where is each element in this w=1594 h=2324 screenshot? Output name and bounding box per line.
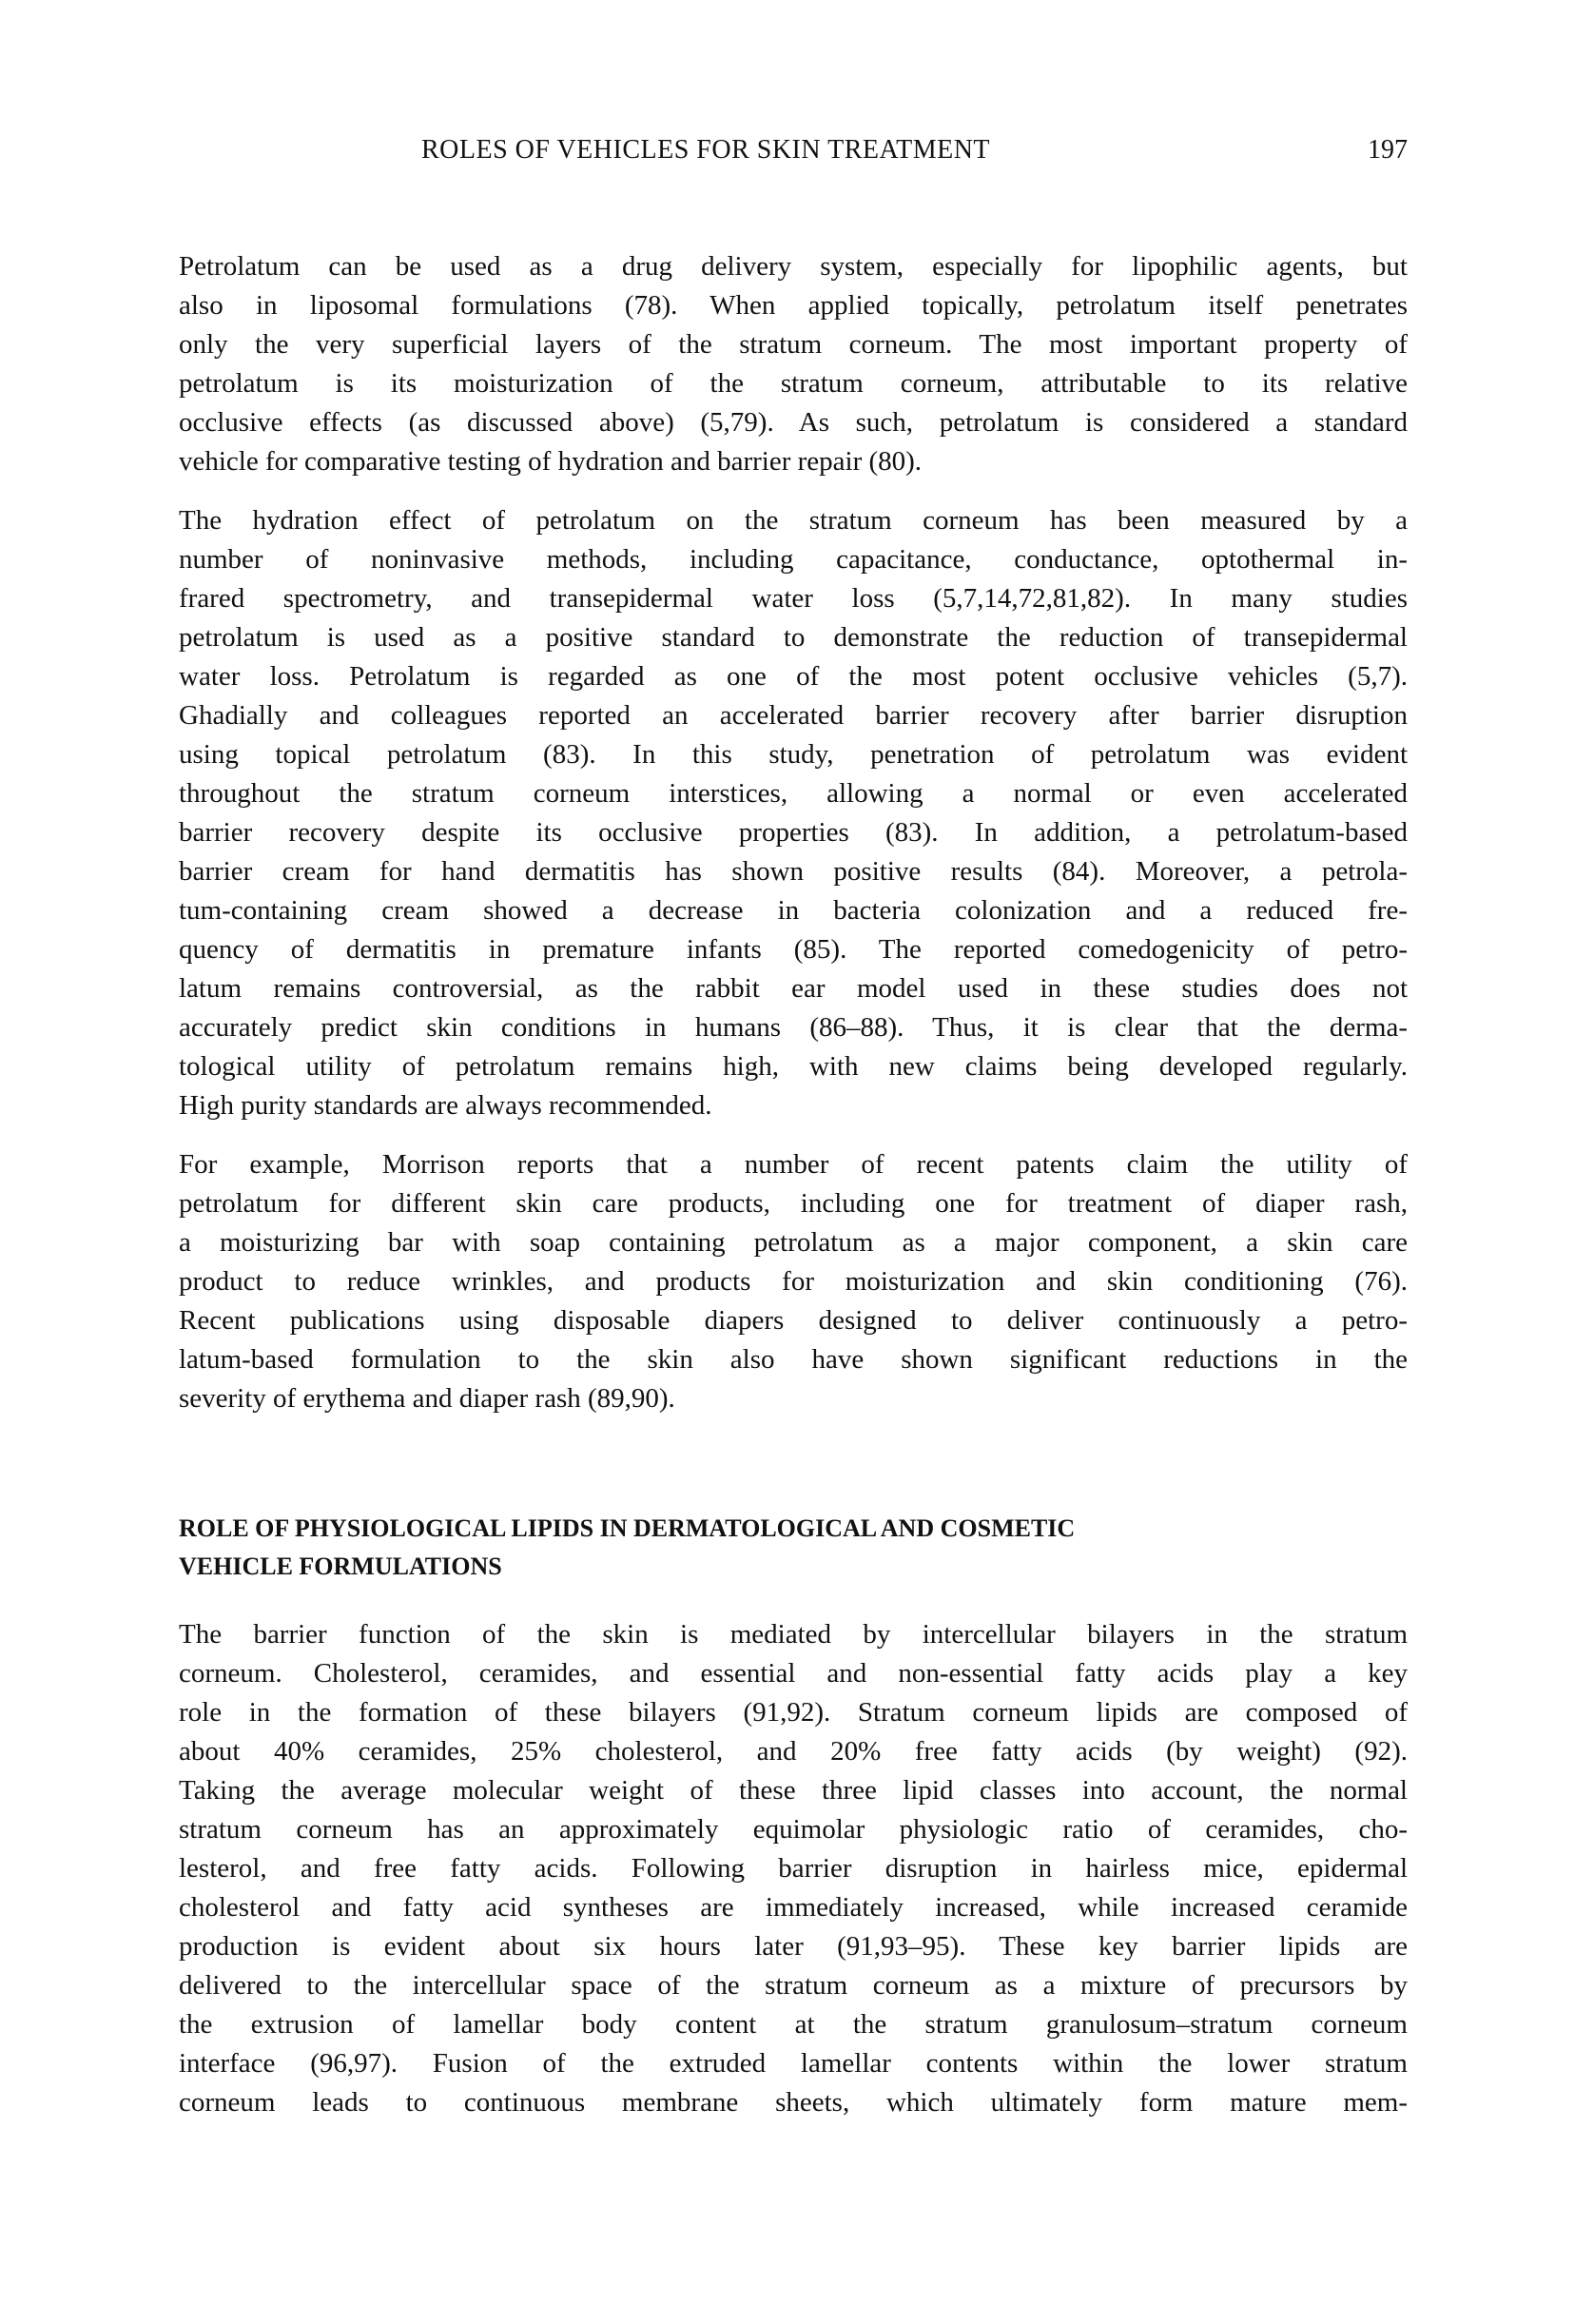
text-line: cholesterol and fatty acid syntheses are immediately increased, while increased ceramide bbox=[179, 1892, 1408, 1923]
page-number: 197 bbox=[1368, 135, 1408, 165]
text-line: the extrusion of lamellar body content at the stratum granulosum–stratum corneum bbox=[179, 2009, 1408, 2040]
text-line: a moisturizing bar with soap containing petrolatum as a major component, a skin care bbox=[179, 1227, 1408, 1258]
text-line: petrolatum for different skin care products, including one for treatment of diaper rash, bbox=[179, 1188, 1408, 1219]
text-line: role in the formation of these bilayers (91,92). Stratum corneum lipids are composed of bbox=[179, 1697, 1408, 1728]
text-line: vehicle for comparative testing of hydration and barrier repair (80). bbox=[179, 446, 923, 477]
text-line: water loss. Petrolatum is regarded as one of the most potent occlusive vehicles (5,7). bbox=[179, 661, 1408, 692]
text-line: about 40% ceramides, 25% cholesterol, and 20% free fatty acids (by weight) (92). bbox=[179, 1736, 1408, 1767]
paragraph-morrison-patents bbox=[179, 1145, 1408, 1418]
text-line: Petrolatum can be used as a drug delivery system, especially for lipophilic agents, but bbox=[179, 251, 1408, 282]
running-head-title: ROLES OF VEHICLES FOR SKIN TREATMENT bbox=[421, 135, 991, 165]
text-line: corneum. Cholesterol, ceramides, and essential and non-essential fatty acids play a key bbox=[179, 1658, 1408, 1689]
text-line: latum remains controversial, as the rabbit ear model used in these studies does not bbox=[179, 973, 1408, 1004]
text-line: petrolatum is its moisturization of the stratum corneum, attributable to its relative bbox=[179, 368, 1408, 399]
heading-line: ROLE OF PHYSIOLOGICAL LIPIDS IN DERMATOLOGICAL AND COSMETIC bbox=[179, 1514, 1076, 1542]
text-line: tological utility of petrolatum remains high, with new claims being developed regularly. bbox=[179, 1051, 1408, 1082]
text-line: only the very superficial layers of the stratum corneum. The most important property of bbox=[179, 329, 1408, 360]
text-line: Recent publications using disposable diapers designed to deliver continuously a petro- bbox=[179, 1305, 1408, 1336]
text-line: frared spectrometry, and transepidermal water loss (5,7,14,72,81,82). In many studies bbox=[179, 583, 1408, 614]
text-line: production is evident about six hours later (91,93–95). These key barrier lipids are bbox=[179, 1931, 1408, 1962]
text-line: Taking the average molecular weight of these three lipid classes into account, the normal bbox=[179, 1775, 1408, 1806]
text-line: High purity standards are always recommended. bbox=[179, 1090, 712, 1121]
text-line: stratum corneum has an approximately equimolar physiologic ratio of ceramides, cho- bbox=[179, 1814, 1408, 1845]
heading-line: VEHICLE FORMULATIONS bbox=[179, 1553, 502, 1580]
text-line: The hydration effect of petrolatum on the stratum corneum has been measured by a bbox=[179, 505, 1408, 536]
text-line: petrolatum is used as a positive standard to demonstrate the reduction of transepidermal bbox=[179, 622, 1408, 653]
text-line: number of noninvasive methods, including capacitance, conductance, optothermal in- bbox=[179, 544, 1408, 575]
text-line: throughout the stratum corneum interstices, allowing a normal or even accelerated bbox=[179, 778, 1408, 809]
text-line: accurately predict skin conditions in humans (86–88). Thus, it is clear that the derma- bbox=[179, 1012, 1408, 1043]
text-line: Ghadially and colleagues reported an accelerated barrier recovery after barrier disruption bbox=[179, 700, 1408, 731]
text-line: latum-based formulation to the skin also have shown significant reductions in the bbox=[179, 1344, 1408, 1375]
paragraph-petrolatum-delivery bbox=[179, 247, 1408, 481]
text-line: severity of erythema and diaper rash (89,90). bbox=[179, 1383, 675, 1414]
text-line: delivered to the intercellular space of the stratum corneum as a mixture of precursors by bbox=[179, 1970, 1408, 2001]
text-line: also in liposomal formulations (78). When applied topically, petrolatum itself penetrates bbox=[179, 290, 1408, 321]
text-line: tum-containing cream showed a decrease in bacteria colonization and a reduced fre- bbox=[179, 895, 1408, 926]
text-line: The barrier function of the skin is mediated by intercellular bilayers in the stratum bbox=[179, 1619, 1408, 1650]
text-line: barrier recovery despite its occlusive properties (83). In addition, a petrolatum-based bbox=[179, 817, 1408, 848]
text-line: product to reduce wrinkles, and products for moisturization and skin conditioning (76). bbox=[179, 1266, 1408, 1297]
paragraph-hydration-effect bbox=[179, 501, 1408, 1125]
paragraph-barrier-function bbox=[179, 1615, 1408, 2122]
text-line: barrier cream for hand dermatitis has shown positive results (84). Moreover, a petrola- bbox=[179, 856, 1408, 887]
text-line: For example, Morrison reports that a number of recent patents claim the utility of bbox=[179, 1149, 1408, 1180]
text-line: lesterol, and free fatty acids. Following barrier disruption in hairless mice, epidermal bbox=[179, 1853, 1408, 1884]
section-heading bbox=[179, 1510, 1408, 1586]
text-line: corneum leads to continuous membrane sheets, which ultimately form mature mem- bbox=[179, 2087, 1408, 2118]
text-line: interface (96,97). Fusion of the extruded lamellar contents within the lower stratum bbox=[179, 2048, 1408, 2079]
text-line: using topical petrolatum (83). In this study, penetration of petrolatum was evident bbox=[179, 739, 1408, 770]
text-line: quency of dermatitis in premature infants (85). The reported comedogenicity of petro- bbox=[179, 934, 1408, 965]
text-line: occlusive effects (as discussed above) (5,79). As such, petrolatum is considered a standard bbox=[179, 407, 1408, 438]
